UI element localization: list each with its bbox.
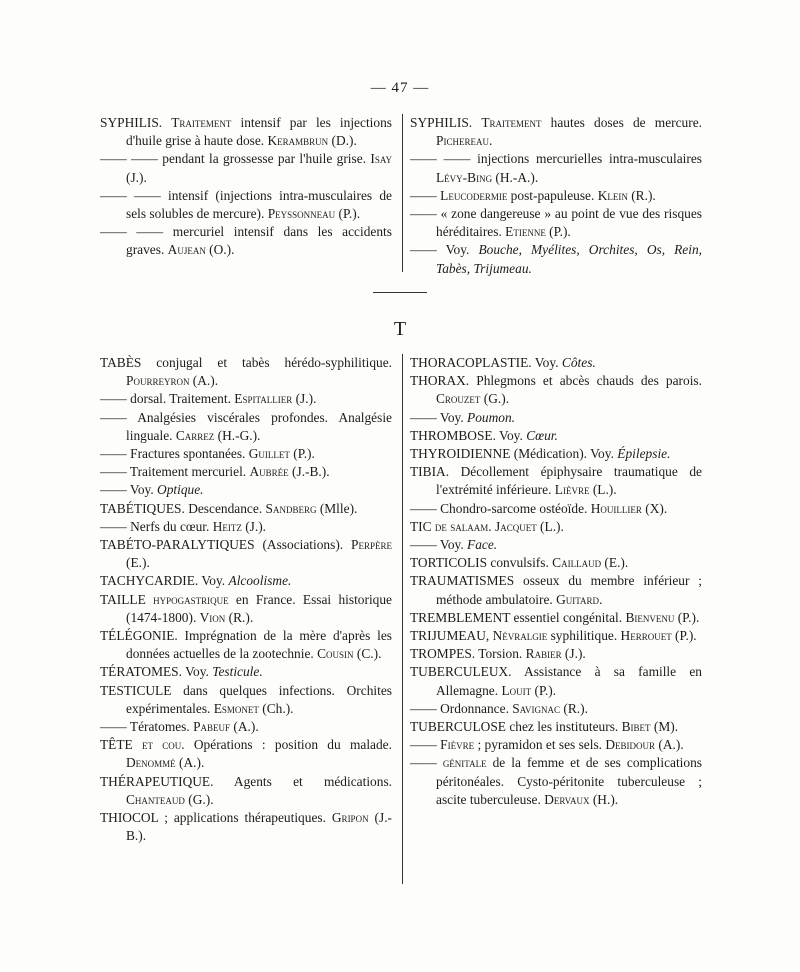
top-right-column bbox=[410, 114, 702, 278]
entry-text: (R.). bbox=[627, 187, 656, 203]
entry-text: . bbox=[488, 133, 493, 149]
entry-author: Carrez bbox=[175, 427, 215, 443]
entry-text: —— Voy. bbox=[410, 409, 468, 425]
entry-text: TIC bbox=[410, 518, 435, 534]
entry-initials: (L.). bbox=[589, 482, 617, 498]
entry-initials: (P.). bbox=[671, 628, 697, 644]
entry-text: THIOCOL ; applications thérapeutiques. bbox=[100, 810, 332, 826]
entry-name: Traitement bbox=[171, 115, 232, 130]
index-entry bbox=[410, 609, 702, 627]
entry-text: de la femme et de ses complications péritonéales. Cysto-péritonite tuberculeuse ; ascite tuberculeuse. bbox=[436, 755, 702, 807]
entry-author: Perpère bbox=[351, 537, 392, 553]
entry-name: Isay bbox=[370, 151, 392, 167]
index-entry bbox=[100, 223, 392, 259]
entry-author: Espitallier bbox=[234, 391, 293, 407]
entry-author: Pourreyron bbox=[126, 373, 190, 389]
index-entry bbox=[100, 187, 392, 223]
entry-subhead: Fièvre bbox=[440, 737, 475, 753]
entry-author: Lièvre bbox=[554, 482, 590, 498]
entry-text: TÉLÉGONIE. Imprégnation de la mère d'après les données actuelles de la zootechnie. bbox=[100, 628, 392, 662]
entry-author: Dervaux bbox=[544, 791, 590, 807]
entry-initials: (Mlle). bbox=[316, 500, 358, 516]
entry-initials: (A.). bbox=[655, 737, 684, 753]
index-entry bbox=[100, 150, 392, 186]
column-divider bbox=[402, 114, 403, 272]
entry-initials: (M). bbox=[650, 719, 679, 735]
index-entry bbox=[100, 536, 392, 572]
entry-text: TROMPES. Torsion. bbox=[410, 646, 526, 662]
entry-text: TIBIA. Décollement épiphysaire traumatique de l'extrémité inférieure. bbox=[410, 464, 702, 498]
entry-text: TRAUMATISMES osseux du membre inférieur ; méthode ambulatoire. bbox=[410, 573, 702, 607]
index-entry bbox=[100, 663, 392, 681]
entry-text: TREMBLEMENT essentiel congénital. bbox=[410, 609, 626, 625]
entry-author: Denommé bbox=[126, 755, 176, 771]
entry-text: (P.). bbox=[545, 224, 571, 240]
entry-text: —— bbox=[410, 755, 443, 771]
entry-author: Vion bbox=[199, 609, 226, 625]
index-entry bbox=[410, 572, 702, 608]
entry-text: THROMBOSE. Voy. bbox=[410, 427, 527, 443]
entry-text: THORAX. Phlegmons et abcès chauds des parois. bbox=[410, 373, 702, 389]
index-entry bbox=[410, 754, 702, 809]
entry-name: Leucodermie bbox=[440, 187, 508, 203]
entry-text: THORACOPLASTIE. Voy. bbox=[410, 355, 562, 370]
entry-name: Kerambrun bbox=[267, 133, 329, 149]
entry-text: (J.). bbox=[126, 169, 147, 185]
entry-text: —— Analgésies viscérales profondes. Analgésie linguale. bbox=[100, 409, 392, 443]
entry-text: (P.). bbox=[335, 206, 361, 222]
entry-name: Traitement bbox=[481, 115, 542, 130]
entry-name: Lévy-Bing bbox=[436, 169, 493, 185]
entry-subhead: et cou bbox=[142, 737, 182, 753]
entry-text: TORTICOLIS convulsifs. bbox=[410, 555, 553, 571]
index-entry bbox=[410, 241, 702, 277]
entry-text: SYPHILIS. bbox=[410, 115, 482, 130]
entry-text: —— « zone dangereuse » au point de vue des risques héréditaires. bbox=[410, 206, 702, 240]
entry-text: —— bbox=[410, 737, 441, 753]
entry-author: Caillaud bbox=[552, 555, 602, 571]
entry-author: Debidour bbox=[605, 737, 656, 753]
index-entry bbox=[100, 627, 392, 663]
entry-author: Chanteaud bbox=[126, 791, 185, 807]
entry-reference: Testicule. bbox=[212, 664, 263, 680]
entry-text: TABÉTIQUES. Descendance. bbox=[100, 500, 266, 516]
index-entry bbox=[410, 718, 702, 736]
entry-text: THÉRAPEUTIQUE. Agents et médications. bbox=[100, 773, 392, 789]
entry-initials: (P.). bbox=[289, 446, 315, 462]
entry-text: —— —— injections mercurielles intra-musculaires bbox=[410, 151, 702, 167]
index-entry bbox=[410, 205, 702, 241]
index-entry bbox=[100, 736, 392, 772]
section-letter: T bbox=[393, 318, 407, 340]
entry-author: Pabeuf bbox=[193, 719, 231, 735]
index-entry bbox=[410, 645, 702, 663]
index-entry bbox=[410, 463, 702, 499]
top-left-column bbox=[100, 114, 392, 260]
entry-reference: Côtes. bbox=[561, 355, 596, 370]
entry-text: TESTICULE dans quelques infections. Orchites expérimentales. bbox=[100, 682, 392, 716]
index-entry bbox=[100, 500, 392, 518]
index-entry bbox=[100, 354, 392, 390]
entry-name: Klein bbox=[597, 187, 628, 203]
entry-subhead: génitale bbox=[442, 755, 487, 771]
entry-author: Herrouet bbox=[620, 628, 672, 644]
entry-text: TÊTE bbox=[100, 737, 142, 753]
index-entry bbox=[410, 736, 702, 754]
entry-text: —— —— mercuriel intensif dans les accidents graves. bbox=[100, 224, 392, 258]
entry-text: TACHYCARDIE. Voy. bbox=[100, 573, 229, 589]
entry-initials: (Ch.). bbox=[258, 700, 294, 716]
index-entry bbox=[410, 518, 702, 536]
bottom-left-column bbox=[100, 354, 392, 845]
entry-subhead: hypogastrique bbox=[153, 591, 229, 607]
index-entry bbox=[100, 591, 392, 627]
entry-text: —— Voy. bbox=[410, 537, 468, 553]
index-entry bbox=[100, 409, 392, 445]
entry-text: —— Voy. bbox=[100, 482, 158, 498]
index-entry bbox=[410, 114, 702, 150]
entry-initials: (P.). bbox=[674, 609, 700, 625]
entry-text: (H.-A.). bbox=[492, 169, 539, 185]
entry-text: TABÈS conjugal et tabès hérédo-syphilitique. bbox=[100, 355, 392, 370]
entry-initials: (J.-B.). bbox=[126, 810, 392, 844]
entry-text: TÉRATOMES. Voy. bbox=[100, 664, 213, 680]
entry-text: —— Fractures spontanées. bbox=[100, 446, 249, 462]
entry-text: —— Tératomes. bbox=[100, 719, 194, 735]
index-entry bbox=[100, 481, 392, 499]
entry-initials: (G.). bbox=[480, 391, 510, 407]
entry-initials: (A.). bbox=[175, 755, 205, 771]
entry-text: TUBERCULEUX. Assistance à sa famille en Allemagne. bbox=[410, 664, 702, 698]
entry-initials: (P.). bbox=[531, 682, 557, 698]
entry-initials: (C.). bbox=[353, 646, 382, 662]
entry-reference: Alcoolisme. bbox=[228, 573, 292, 589]
index-entry bbox=[100, 518, 392, 536]
entry-author: Sandberg bbox=[265, 500, 317, 516]
column-divider bbox=[402, 354, 403, 884]
index-entry bbox=[100, 445, 392, 463]
index-entry bbox=[100, 114, 392, 150]
entry-text: . bbox=[488, 518, 495, 534]
index-entry bbox=[410, 445, 702, 463]
entry-author: Bibet bbox=[621, 719, 651, 735]
entry-text: —— Nerfs du cœur. bbox=[100, 518, 213, 534]
index-entry bbox=[410, 500, 702, 518]
entry-initials: (E.). bbox=[601, 555, 629, 571]
index-entry bbox=[410, 409, 702, 427]
entry-text: —— Voy. bbox=[410, 242, 479, 258]
entry-text: en France. Essai historique (1474-1800). bbox=[126, 591, 392, 625]
entry-subhead: Névralgie bbox=[492, 628, 548, 644]
entry-initials: (G.). bbox=[184, 791, 214, 807]
index-entry bbox=[410, 700, 702, 718]
entry-author: Rabier bbox=[525, 646, 562, 662]
entry-reference: Épilepsie. bbox=[617, 446, 671, 462]
entry-text: TAILLE bbox=[100, 591, 154, 607]
entry-initials: (J.-B.). bbox=[288, 464, 330, 480]
entry-initials: (A.). bbox=[189, 373, 219, 389]
index-entry bbox=[410, 427, 702, 445]
entry-text: SYPHILIS. bbox=[100, 115, 172, 130]
entry-initials: (H.). bbox=[589, 791, 619, 807]
entry-text: (O.). bbox=[205, 242, 235, 258]
entry-text: ; pyramidon et ses sels. bbox=[474, 737, 606, 753]
entry-author: Cousin bbox=[317, 646, 354, 662]
entry-reference: Optique. bbox=[157, 482, 204, 498]
entry-author: Bienvenu bbox=[625, 609, 675, 625]
entry-text: TUBERCULOSE chez les instituteurs. bbox=[410, 719, 622, 735]
entry-text: syphilitique. bbox=[547, 628, 621, 644]
entry-reference: Cœur. bbox=[526, 427, 558, 443]
entry-reference: Bouche, Myélites, Orchites, Os, Rein, Tabès, Trijumeau. bbox=[436, 242, 702, 276]
index-entry bbox=[410, 627, 702, 645]
index-entry bbox=[410, 187, 702, 205]
index-entry bbox=[410, 663, 702, 699]
entry-initials: (X). bbox=[641, 500, 668, 516]
entry-text: —— bbox=[410, 187, 441, 203]
entry-initials: (E.). bbox=[126, 555, 150, 571]
entry-author: Guitard bbox=[556, 591, 600, 607]
index-entry bbox=[100, 682, 392, 718]
entry-reference: Poumon. bbox=[467, 409, 516, 425]
index-entry bbox=[100, 572, 392, 590]
entry-text: intensif par les injections d'huile grise à haute dose. bbox=[126, 115, 392, 149]
entry-author: Gripon bbox=[331, 810, 369, 826]
entry-text: TRIJUMEAU, bbox=[410, 628, 493, 644]
entry-initials: . bbox=[599, 591, 603, 607]
entry-initials: (H.-G.). bbox=[214, 427, 261, 443]
entry-text: —— —— pendant la grossesse par l'huile grise. bbox=[100, 151, 371, 167]
entry-author: Louit bbox=[501, 682, 532, 698]
entry-text: —— Chondro-sarcome ostéoïde. bbox=[410, 500, 591, 516]
bottom-right-column bbox=[410, 354, 702, 809]
entry-subhead: de salaam bbox=[434, 518, 489, 534]
entry-name: Peyssonneau bbox=[267, 206, 336, 222]
entry-initials: (A.). bbox=[230, 719, 259, 735]
entry-author: Crouzet bbox=[436, 391, 481, 407]
index-entry bbox=[410, 536, 702, 554]
entry-author: Guillet bbox=[248, 446, 290, 462]
entry-initials: (R.). bbox=[225, 609, 254, 625]
entry-initials: (L.). bbox=[536, 518, 564, 534]
entry-text: (D.). bbox=[328, 133, 357, 149]
index-entry bbox=[410, 150, 702, 186]
entry-author: Houillier bbox=[590, 500, 642, 516]
entry-author: Esmonet bbox=[213, 700, 259, 716]
index-entry bbox=[410, 372, 702, 408]
entry-reference: Face. bbox=[467, 537, 498, 553]
index-entry bbox=[100, 773, 392, 809]
entry-text: —— —— intensif (injections intra-musculaires de sels solubles de mercure). bbox=[100, 187, 392, 222]
entry-author: Savignac bbox=[512, 700, 561, 716]
entry-initials: (R.). bbox=[560, 700, 588, 716]
entry-initials: (J.). bbox=[561, 646, 586, 662]
entry-text: post-papuleuse. bbox=[507, 187, 598, 203]
entry-name: Etienne bbox=[505, 224, 546, 240]
index-entry bbox=[410, 354, 702, 372]
index-entry bbox=[100, 390, 392, 408]
section-rule bbox=[373, 292, 427, 293]
entry-author: Aubrée bbox=[249, 464, 289, 480]
entry-initials: (J.). bbox=[292, 391, 317, 407]
index-entry bbox=[100, 809, 392, 845]
entry-text: —— Ordonnance. bbox=[410, 700, 513, 716]
entry-author: Heitz bbox=[212, 518, 242, 534]
entry-author: Jacquet bbox=[494, 518, 537, 534]
entry-name: Aujean bbox=[167, 242, 206, 258]
entry-text: —— dorsal. Traitement. bbox=[100, 391, 235, 407]
entry-text: TABÉTO-PARALYTIQUES (Associations). bbox=[100, 537, 352, 553]
index-entry bbox=[100, 463, 392, 481]
page-number: — 47 — bbox=[370, 80, 430, 96]
entry-name: Pichereau bbox=[436, 133, 489, 149]
entry-text: THYROIDIENNE (Médication). Voy. bbox=[410, 446, 618, 462]
entry-initials: (J.). bbox=[241, 518, 267, 534]
entry-text: . Opérations : position du malade. bbox=[181, 737, 392, 753]
index-entry bbox=[410, 554, 702, 572]
index-entry bbox=[100, 718, 392, 736]
entry-text: —— Traitement mercuriel. bbox=[100, 464, 250, 480]
entry-text: hautes doses de mercure. bbox=[541, 115, 702, 130]
